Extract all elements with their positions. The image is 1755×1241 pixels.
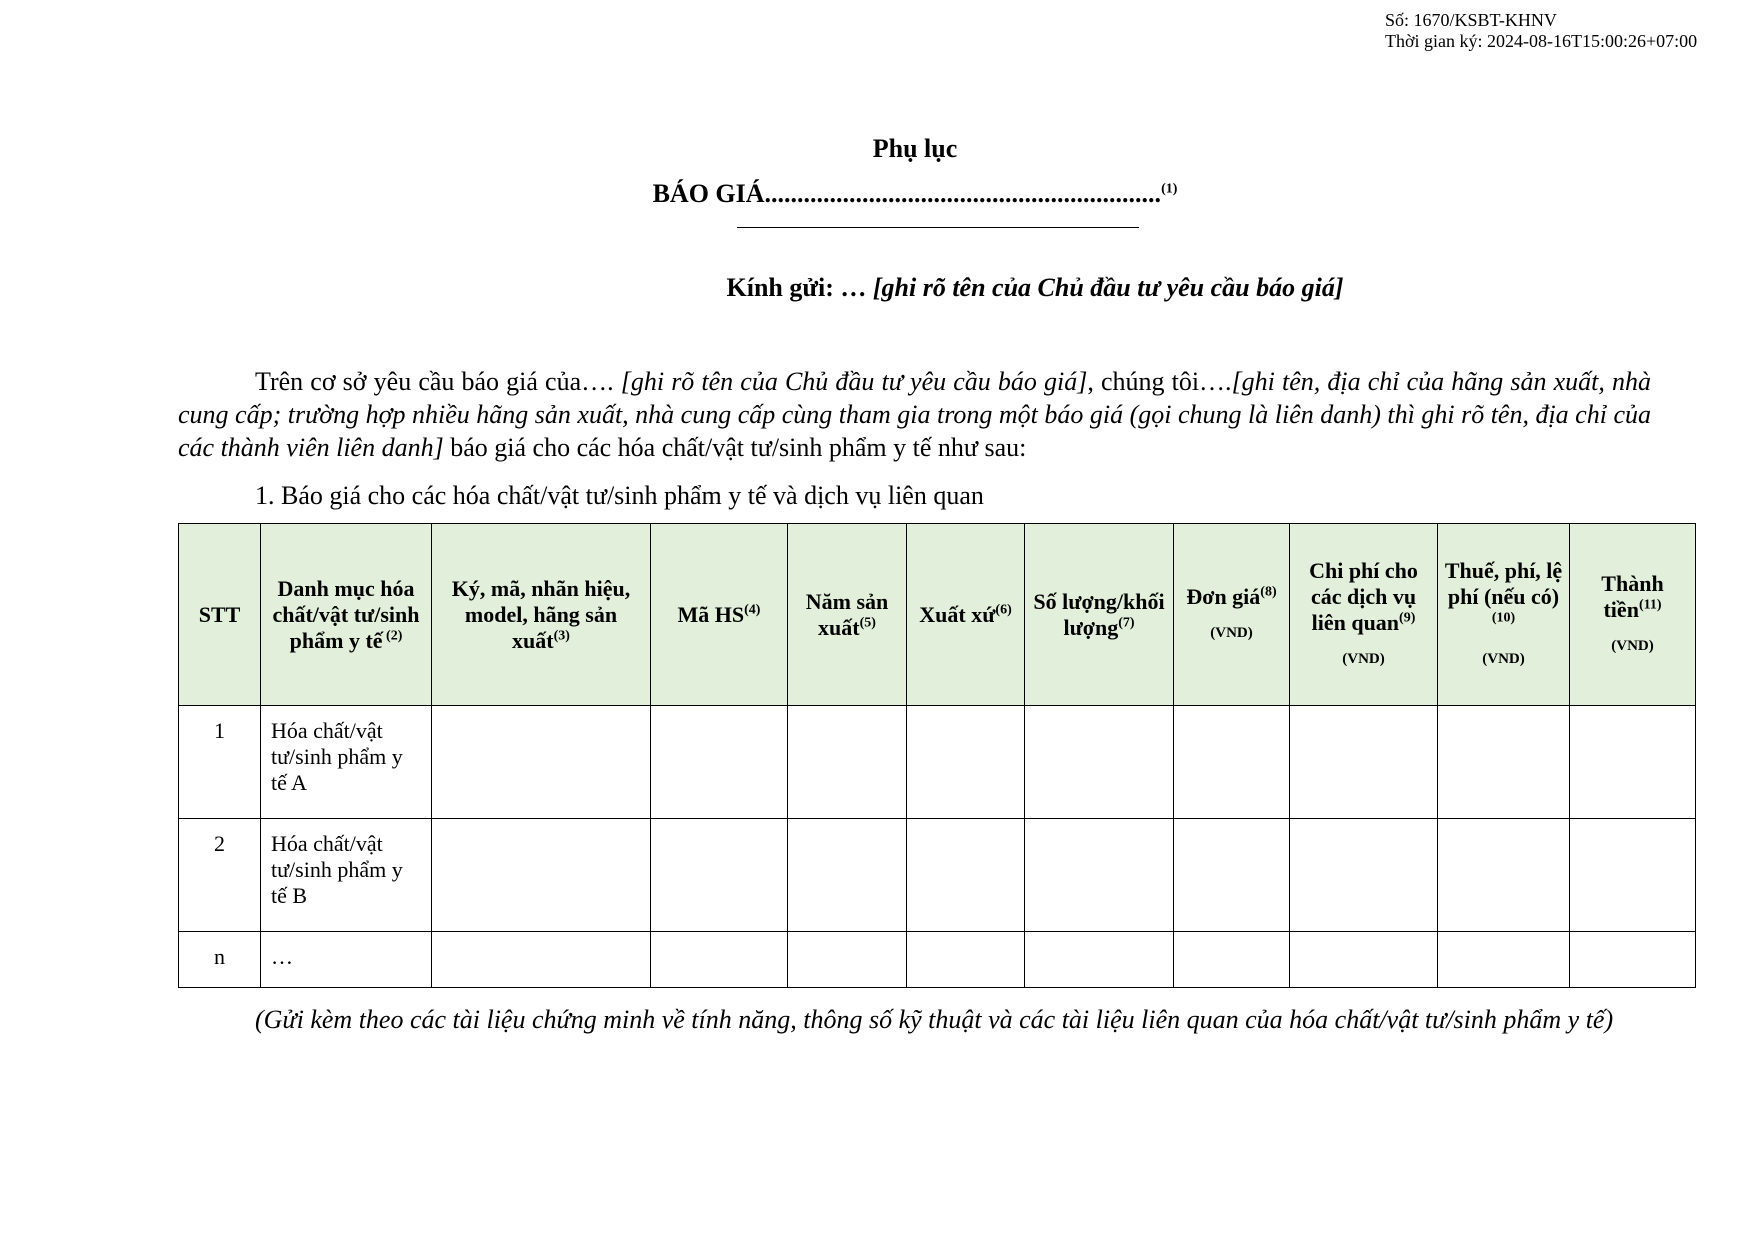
empty-cell [1290,819,1438,932]
empty-cell [1025,706,1174,819]
attachment-note: (Gửi kèm theo các tài liệu chứng minh về tính năng, thông số kỹ thuật và các tài liệu liên quan của hóa chất/vật tư/sinh phẩm y tế) [255,1005,1614,1034]
digital-signature-stamp [1385,10,1697,52]
intro-investor-hint: [ghi rõ tên của Chủ đầu tư yêu cầu báo giá] [620,367,1088,396]
stt-cell: n [179,932,261,988]
empty-cell [1174,932,1290,988]
intro-tail: báo giá cho các hóa chất/vật tư/sinh phẩm y tế như sau: [443,433,1027,462]
empty-cell [651,932,788,988]
signed-time: Thời gian ký: 2024-08-16T15:00:26+07:00 [1385,31,1698,51]
header-cell: Đơn giá$^{(8)}$ (VND) [1174,524,1290,706]
empty-cell [432,706,651,819]
header-cell: Danh mục hóa chất/vật tư/sinh phẩm y tế $^{(2)}$ [261,524,432,706]
recipient-label: Kính gửi: … [726,273,873,302]
section-1-heading: 1. Báo giá cho các hóa chất/vật tư/sinh phẩm y tế và dịch vụ liên quan [255,481,984,510]
intro-mid: , chúng tôi…. [1087,367,1232,396]
empty-cell [1025,932,1174,988]
empty-cell [1438,819,1570,932]
empty-cell [907,819,1025,932]
empty-cell [1438,706,1570,819]
appendix-title: Phụ lục [872,134,958,163]
item-cell: Hóa chất/vật tư/sinh phẩm y tế B [261,819,432,932]
empty-cell [907,932,1025,988]
empty-cell [1290,706,1438,819]
intro-paragraph [178,365,1651,464]
header-cell: Chi phí cho các dịch vụ liên quan$^{(9)}$ (VND) [1290,524,1438,706]
empty-cell [1025,819,1174,932]
empty-cell [1174,819,1290,932]
recipient-placeholder: [ghi rõ tên của Chủ đầu tư yêu cầu báo giá] [872,273,1344,302]
quote-title [0,179,1755,209]
stt-cell: 2 [179,819,261,932]
empty-cell [788,932,907,988]
table-row [179,819,1696,932]
header-cell: Ký, mã, nhãn hiệu, model, hãng sản xuất$^{(3)}$ [432,524,651,706]
recipient-line [0,273,1755,303]
header-cell: Số lượng/khối lượng$^{(7)}$ [1025,524,1174,706]
empty-cell [1290,932,1438,988]
empty-cell [1174,706,1290,819]
table-row [179,706,1696,819]
intro-supplier-hint: [ghi tên, địa chỉ của hãng sản xuất, nhà cung cấp; trường hợp nhiều hãng sản xuất, nhà cung cấp cùng tham gia trong một báo giá (gọi chung là liên danh) thì ghi rõ tên, địa chỉ của các thành viên liên danh] [178,367,1651,462]
header-cell: STT [179,524,261,706]
empty-cell [1570,932,1696,988]
empty-cell [1570,706,1696,819]
document-number: Số: 1670/KSBT-KHNV [1385,10,1557,30]
empty-cell [788,819,907,932]
intro-lead: Trên cơ sở yêu cầu báo giá của…. [255,367,621,396]
empty-cell [1570,819,1696,932]
item-cell: … [261,932,432,988]
empty-cell [907,706,1025,819]
stt-cell: 1 [179,706,261,819]
header-cell: Năm sản xuất$^{(5)}$ [788,524,907,706]
table-row [179,932,1696,988]
table-header-row [179,524,1696,706]
header-cell: Thuế, phí, lệ phí (nếu có)$^{(10)}$ (VND) [1438,524,1570,706]
empty-cell [432,819,651,932]
title-underline [737,227,1139,228]
header-cell: Xuất xứ$^{(6)}$ [907,524,1025,706]
empty-cell [1438,932,1570,988]
empty-cell [651,706,788,819]
empty-cell [432,932,651,988]
quote-title-text: BÁO GIÁ............................................................. [652,179,1162,208]
empty-cell [651,819,788,932]
header-cell: Thành tiền$^{(11)}$ (VND) [1570,524,1696,706]
header-cell: Mã HS$^{(4)}$ [651,524,788,706]
quote-table [178,523,1696,988]
empty-cell [788,706,907,819]
quote-title-footnote: (1) [1161,181,1178,197]
item-cell: Hóa chất/vật tư/sinh phẩm y tế A [261,706,432,819]
